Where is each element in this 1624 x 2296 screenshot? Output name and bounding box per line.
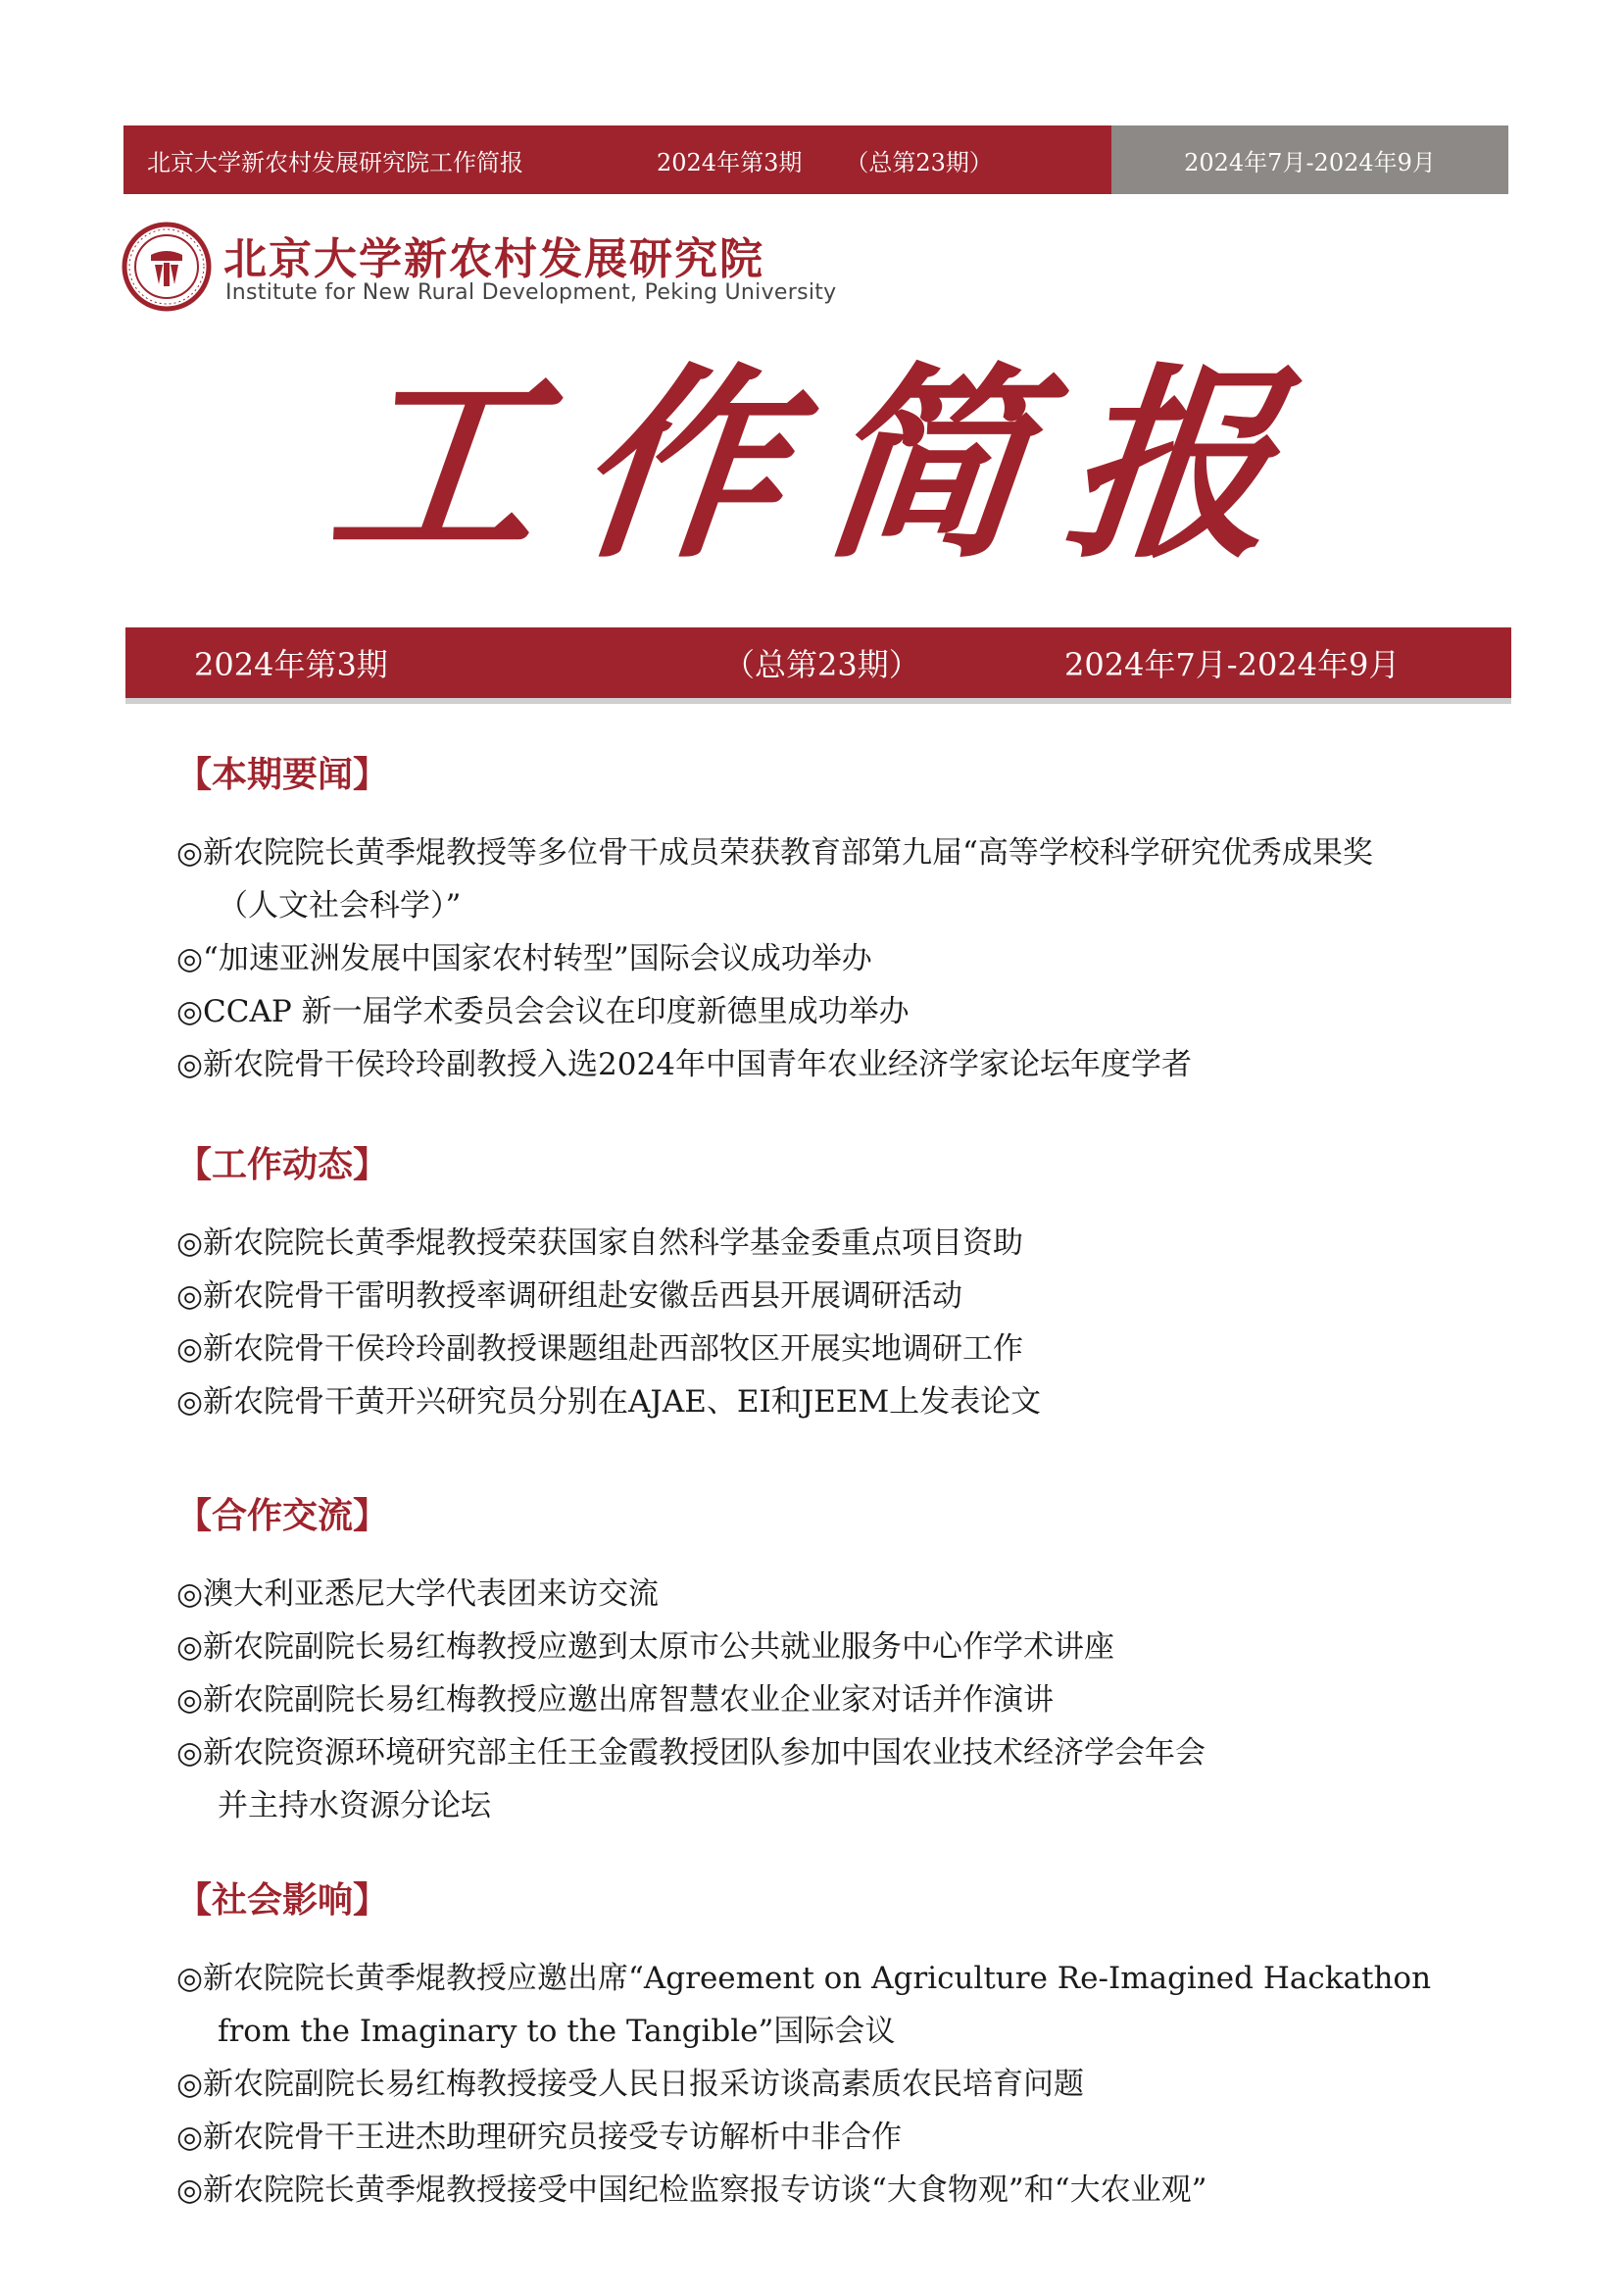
- section-title: 【本期要闻】: [176, 755, 389, 795]
- section-social-impact: [176, 1872, 1529, 2217]
- issue-bar-date-range: 2024年7月-2024年9月: [1064, 646, 1401, 683]
- list-item: [176, 1726, 1529, 1832]
- list-item: [176, 1952, 1529, 2058]
- list-item: ◎新农院院长黄季焜教授接受中国纪检监察报专访谈“大食物观”和“大农业观”: [176, 2172, 1207, 2208]
- section-work-updates: [176, 1137, 1529, 1428]
- masthead-title: 工作简报: [320, 344, 1327, 586]
- date-range: 2024年7月-2024年9月: [1184, 148, 1436, 176]
- section-title: 【社会影响】: [176, 1880, 389, 1921]
- list-item-continuation: from the Imaginary to the Tangible”国际会议: [218, 2014, 896, 2049]
- list-item: ◎新农院骨干黄开兴研究员分别在AJAE、EI和JEEM上发表论文: [176, 1384, 1042, 1420]
- issue-number: 2024年第3期: [657, 148, 803, 176]
- issue-bar-issue: 2024年第3期: [194, 646, 388, 683]
- pku-seal-icon: [122, 222, 212, 312]
- institute-name-en: Institute for New Rural Development, Peking University: [225, 280, 837, 305]
- list-item: [176, 826, 1529, 932]
- list-item-continuation: （人文社会科学）”: [218, 888, 462, 923]
- issue-bar-total: （总第23期）: [723, 646, 920, 683]
- list-item: ◎澳大利亚悉尼大学代表团来访交流: [176, 1576, 660, 1612]
- list-item: ◎新农院副院长易红梅教授接受人民日报采访谈高素质农民培育问题: [176, 2067, 1085, 2102]
- list-item: ◎新农院骨干侯玲玲副教授入选2024年中国青年农业经济学家论坛年度学者: [176, 1047, 1192, 1082]
- list-item-text: ◎新农院院长黄季焜教授应邀出席“Agreement on Agriculture Re-Imagined Hackathon: [176, 1961, 1432, 1996]
- list-item: ◎新农院副院长易红梅教授应邀出席智慧农业企业家对话并作演讲: [176, 1682, 1055, 1718]
- bulletin-title: 北京大学新农村发展研究院工作简报: [147, 148, 523, 176]
- list-item: ◎新农院骨干侯玲玲副教授课题组赴西部牧区开展实地调研工作: [176, 1331, 1024, 1367]
- section-headlines: [176, 747, 1529, 1091]
- section-cooperation: [176, 1488, 1529, 1832]
- header-bar-red: [123, 125, 1111, 194]
- issue-bar: [125, 627, 1511, 698]
- section-title: 【工作动态】: [176, 1145, 389, 1185]
- list-item: ◎“加速亚洲发展中国家农村转型”国际会议成功举办: [176, 941, 872, 976]
- section-title: 【合作交流】: [176, 1496, 389, 1536]
- header-bar: [123, 125, 1508, 194]
- institute-name-cn: 北京大学新农村发展研究院: [223, 234, 764, 284]
- list-item: ◎新农院副院长易红梅教授应邀到太原市公共就业服务中心作学术讲座: [176, 1629, 1115, 1665]
- list-item: ◎新农院骨干王进杰助理研究员接受专访解析中非合作: [176, 2120, 903, 2155]
- header-bar-grey: [1111, 125, 1508, 194]
- list-item: ◎新农院院长黄季焜教授荣获国家自然科学基金委重点项目资助: [176, 1225, 1024, 1261]
- list-item: ◎新农院骨干雷明教授率调研组赴安徽岳西县开展调研活动: [176, 1278, 963, 1314]
- list-item: ◎CCAP 新一届学术委员会会议在印度新德里成功举办: [176, 994, 910, 1029]
- list-item-text: ◎新农院院长黄季焜教授等多位骨干成员荣获教育部第九届“高等学校科学研究优秀成果奖: [176, 835, 1373, 871]
- institute-logo-row: [122, 222, 1004, 320]
- list-item-continuation: 并主持水资源分论坛: [218, 1788, 491, 1823]
- total-issue-number: （总第23期）: [845, 148, 993, 176]
- list-item-text: ◎新农院资源环境研究部主任王金霞教授团队参加中国农业技术经济学会年会: [176, 1735, 1206, 1771]
